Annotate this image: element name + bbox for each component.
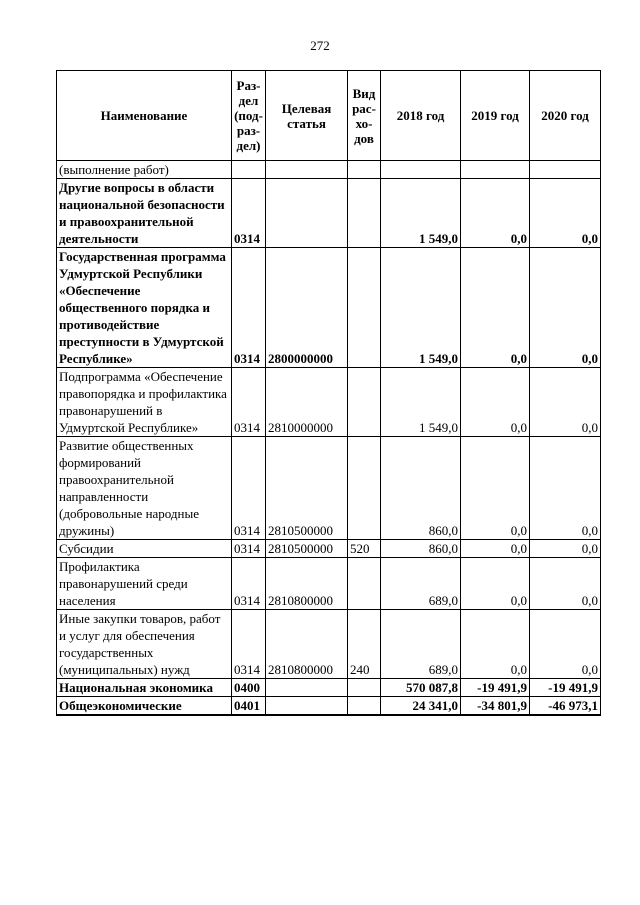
table-row [57,437,601,540]
row-2018: 689,0 [381,610,461,679]
row-2018: 1 549,0 [381,368,461,437]
budget-table [56,70,601,716]
row-2018: 689,0 [381,558,461,610]
row-2019: 0,0 [461,610,530,679]
row-section: 0314 [232,179,266,248]
row-name: Иные закупки товаров, работ и услуг для обеспечения государственных (муниципальных) нужд [57,610,232,679]
row-2020: 0,0 [530,368,601,437]
header-2018: 2018 год [381,71,461,161]
table-row [57,558,601,610]
header-name: Наименование [57,71,232,161]
row-target: 2810000000 [266,368,348,437]
row-2019: 0,0 [461,437,530,540]
row-2019: 0,0 [461,248,530,368]
row-2020: 0,0 [530,437,601,540]
row-2020: 0,0 [530,179,601,248]
header-2019: 2019 год [461,71,530,161]
row-target [266,697,348,716]
row-2020: 0,0 [530,558,601,610]
header-2020: 2020 год [530,71,601,161]
row-name: Подпрограмма «Обеспечение правопорядка и профилактика правонарушений в Удмуртской Республике» [57,368,232,437]
header-target: Целевая статья [266,71,348,161]
row-2019: 0,0 [461,540,530,558]
row-expense [348,558,381,610]
row-name: Другие вопросы в области национальной безопасности и правоохранительной деятельности [57,179,232,248]
row-name: (выполнение работ) [57,161,232,179]
header-expense: Вид рас-хо-дов [348,71,381,161]
row-2018: 860,0 [381,540,461,558]
row-target: 2810500000 [266,437,348,540]
row-2018 [381,161,461,179]
row-name: Национальная экономика [57,679,232,697]
table-row [57,161,601,179]
table-row [57,248,601,368]
row-section: 0400 [232,679,266,697]
row-expense [348,368,381,437]
row-section: 0314 [232,437,266,540]
row-2018: 24 341,0 [381,697,461,716]
row-target: 2810500000 [266,540,348,558]
table-header-row [57,71,601,161]
row-2020: -46 973,1 [530,697,601,716]
row-target [266,161,348,179]
row-2019: 0,0 [461,368,530,437]
row-2019: -34 801,9 [461,697,530,716]
row-name: Субсидии [57,540,232,558]
row-2018: 1 549,0 [381,248,461,368]
row-expense [348,248,381,368]
row-target: 2800000000 [266,248,348,368]
row-section: 0401 [232,697,266,716]
row-2020: 0,0 [530,540,601,558]
row-target [266,679,348,697]
row-expense [348,161,381,179]
row-target: 2810800000 [266,610,348,679]
row-section: 0314 [232,540,266,558]
page-number: 272 [310,38,330,53]
row-expense: 520 [348,540,381,558]
row-2019: -19 491,9 [461,679,530,697]
row-2019: 0,0 [461,179,530,248]
row-2020: 0,0 [530,248,601,368]
row-expense [348,697,381,716]
row-expense [348,179,381,248]
row-section [232,161,266,179]
row-target [266,179,348,248]
header-section: Раз-дел (под-раз-дел) [232,71,266,161]
row-section: 0314 [232,610,266,679]
row-2018: 860,0 [381,437,461,540]
row-section: 0314 [232,558,266,610]
table-row [57,610,601,679]
row-name: Государственная программа Удмуртской Республики «Обеспечение общественного порядка и противодействие преступности в Удмуртской Республике» [57,248,232,368]
row-section: 0314 [232,368,266,437]
row-name: Общеэкономические [57,697,232,716]
table-row [57,368,601,437]
row-2018: 1 549,0 [381,179,461,248]
table-row [57,697,601,716]
row-name: Профилактика правонарушений среди населения [57,558,232,610]
row-target: 2810800000 [266,558,348,610]
row-expense [348,679,381,697]
row-2018: 570 087,8 [381,679,461,697]
row-expense [348,437,381,540]
row-2019: 0,0 [461,558,530,610]
row-2020: -19 491,9 [530,679,601,697]
row-2019 [461,161,530,179]
row-name: Развитие общественных формирований правоохранительной направленности (добровольные народные дружины) [57,437,232,540]
table-row [57,540,601,558]
row-2020: 0,0 [530,610,601,679]
row-section: 0314 [232,248,266,368]
row-2020 [530,161,601,179]
row-expense: 240 [348,610,381,679]
table-row [57,179,601,248]
table-row [57,679,601,697]
